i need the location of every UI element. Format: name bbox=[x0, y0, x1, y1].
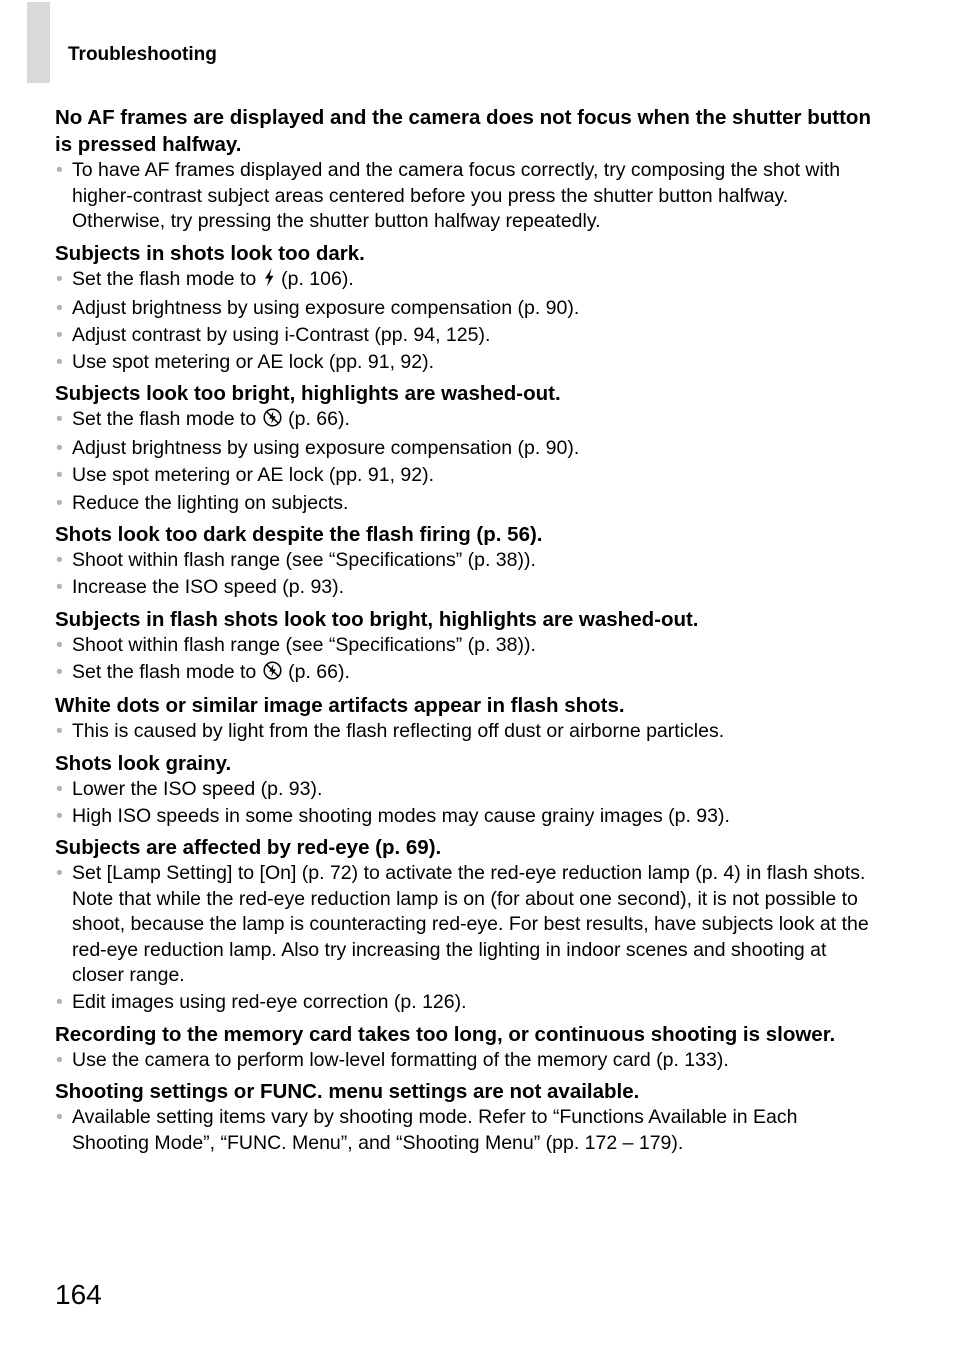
flash-off-icon bbox=[263, 661, 282, 688]
bullet-text: Lower the ISO speed (p. 93). bbox=[72, 777, 323, 800]
bullet-item bbox=[55, 1105, 875, 1156]
section-heading: Shots look too dark despite the flash firing (p. 56). bbox=[55, 523, 543, 547]
bullet-text: High ISO speeds in some shooting modes may cause grainy images (p. 93). bbox=[72, 804, 730, 827]
section-heading: Shooting settings or FUNC. menu settings are not available. bbox=[55, 1080, 640, 1104]
bullet-text: Set the flash mode to bbox=[72, 408, 257, 431]
troubleshooting-section bbox=[55, 692, 875, 745]
bullet-text: Edit images using red-eye correction (p. 126). bbox=[72, 991, 467, 1014]
troubleshooting-section bbox=[55, 104, 875, 235]
bullet-text: Use the camera to perform low-level formatting of the memory card (p. 133). bbox=[72, 1048, 729, 1071]
troubleshooting-section bbox=[55, 834, 875, 1016]
bullet-item bbox=[55, 575, 875, 601]
bullet-text: Set the flash mode to bbox=[72, 660, 257, 683]
bullet-list bbox=[55, 633, 875, 688]
bullet-text: Reduce the lighting on subjects. bbox=[72, 491, 349, 514]
bullet-item bbox=[55, 158, 875, 235]
bullet-text: To have AF frames displayed and the camera focus correctly, try composing the shot with higher-contrast subject areas centered before you press the shutter button halfway. Otherwise, try pressing the shutter button halfway repeatedly. bbox=[72, 159, 841, 232]
flash-off-icon bbox=[263, 408, 282, 435]
bullet-text: Adjust brightness by using exposure compensation (p. 90). bbox=[72, 296, 580, 319]
troubleshooting-section bbox=[55, 606, 875, 688]
troubleshooting-section bbox=[55, 1021, 875, 1074]
troubleshooting-section bbox=[55, 750, 875, 830]
flash-on-icon bbox=[263, 268, 275, 295]
bullet-item bbox=[55, 777, 875, 803]
bullet-list bbox=[55, 1105, 875, 1156]
bullet-item bbox=[55, 633, 875, 659]
bullet-list bbox=[55, 267, 875, 376]
section-heading: Recording to the memory card takes too long, or continuous shooting is slower. bbox=[55, 1022, 836, 1046]
section-heading: Subjects in flash shots look too bright, highlights are washed-out. bbox=[55, 607, 699, 631]
section-heading: White dots or similar image artifacts appear in flash shots. bbox=[55, 694, 625, 718]
bullet-item bbox=[55, 491, 875, 517]
bullet-item bbox=[55, 267, 875, 295]
section-heading: Subjects look too bright, highlights are washed-out. bbox=[55, 382, 561, 406]
bullet-item bbox=[55, 719, 875, 745]
section-heading: Subjects in shots look too dark. bbox=[55, 241, 365, 265]
bullet-item bbox=[55, 407, 875, 435]
bullet-text: Use spot metering or AE lock (pp. 91, 92). bbox=[72, 350, 435, 373]
bullet-item bbox=[55, 861, 875, 989]
troubleshooting-section bbox=[55, 1078, 875, 1156]
bullet-text: Set the flash mode to bbox=[72, 267, 257, 290]
bullet-item bbox=[55, 660, 875, 688]
bullet-text: Adjust contrast by using i-Contrast (pp. 94, 125). bbox=[72, 323, 491, 346]
bullet-item bbox=[55, 296, 875, 322]
bullet-text: Shoot within flash range (see “Specifications” (p. 38)). bbox=[72, 549, 536, 572]
section-heading: No AF frames are displayed and the camera does not focus when the shutter button is pressed halfway. bbox=[55, 106, 871, 156]
bullet-item bbox=[55, 990, 875, 1016]
troubleshooting-section bbox=[55, 240, 875, 376]
bullet-text: Shoot within flash range (see “Specifications” (p. 38)). bbox=[72, 633, 536, 656]
bullet-item bbox=[55, 350, 875, 376]
section-heading: Subjects are affected by red-eye (p. 69). bbox=[55, 836, 442, 860]
bullet-item bbox=[55, 323, 875, 349]
bullet-text: Available setting items vary by shooting mode. Refer to “Functions Available in Each Shooting Mode”, “FUNC. Menu”, and “Shooting Menu” (pp. 172 – 179). bbox=[72, 1106, 798, 1154]
bullet-text: This is caused by light from the flash reflecting off dust or airborne particles. bbox=[72, 720, 725, 743]
bullet-item bbox=[55, 436, 875, 462]
bullet-text: (p. 106). bbox=[281, 267, 354, 290]
page-header-title: Troubleshooting bbox=[68, 44, 217, 65]
bullet-list bbox=[55, 548, 875, 601]
bullet-text: (p. 66). bbox=[288, 660, 350, 683]
section-heading: Shots look grainy. bbox=[55, 751, 232, 775]
bullet-item bbox=[55, 548, 875, 574]
troubleshooting-section bbox=[55, 380, 875, 516]
troubleshooting-content bbox=[55, 104, 875, 1161]
bullet-text: Adjust brightness by using exposure compensation (p. 90). bbox=[72, 437, 580, 460]
section-tab-marker bbox=[27, 2, 50, 83]
bullet-text: Set [Lamp Setting] to [On] (p. 72) to activate the red-eye reduction lamp (p. 4) in flash shots. Note that while the red-eye reduction lamp is on (for about one second), it is not possible to shoot, because the lamp is counteracting red-eye. For best results, have subjects look at the red-eye reduction lamp. Also try increasing the lighting in indoor scenes and shooting at closer range. bbox=[72, 862, 869, 987]
bullet-text: Use spot metering or AE lock (pp. 91, 92). bbox=[72, 464, 435, 487]
bullet-item bbox=[55, 463, 875, 489]
bullet-list bbox=[55, 158, 875, 235]
bullet-list bbox=[55, 407, 875, 516]
bullet-text: (p. 66). bbox=[288, 408, 350, 431]
bullet-item bbox=[55, 1048, 875, 1074]
bullet-text: Increase the ISO speed (p. 93). bbox=[72, 576, 345, 599]
bullet-item bbox=[55, 804, 875, 830]
bullet-list bbox=[55, 719, 875, 745]
bullet-list bbox=[55, 1048, 875, 1074]
page-number: 164 bbox=[55, 1279, 102, 1310]
bullet-list bbox=[55, 777, 875, 830]
bullet-list bbox=[55, 861, 875, 1016]
troubleshooting-section bbox=[55, 521, 875, 601]
